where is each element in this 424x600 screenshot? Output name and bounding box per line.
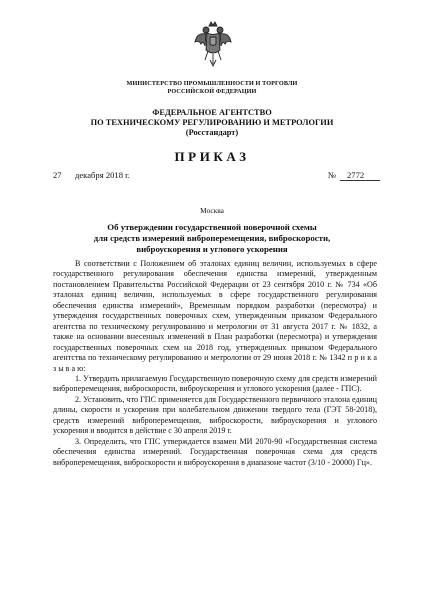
order-number-sign: № [328, 170, 337, 180]
order-number-underline [340, 180, 380, 181]
clause-1-paragraph: 1. Утвердить прилагаемую Государственную поверочную схему для средств измерений виброперемещения, виброскорости, виброускорения и углового ускорения (далее - ГПС). [53, 373, 377, 394]
agency-name-line2: ПО ТЕХНИЧЕСКОМУ РЕГУЛИРОВАНИЮ И МЕТРОЛОГИИ [90, 118, 334, 127]
order-day: 27 [53, 170, 62, 180]
agency-name-line1: ФЕДЕРАЛЬНОЕ АГЕНТСТВО [152, 108, 272, 117]
order-heading-line3: виброускорения и углового ускорения [136, 244, 288, 254]
order-title: ПРИКАЗ [174, 149, 250, 164]
ministry-name-line1: МИНИСТЕРСТВО ПРОМЫШЛЕННОСТИ И ТОРГОВЛИ [126, 80, 298, 87]
order-body [53, 259, 377, 468]
order-month-year: декабря 2018 г. [75, 170, 130, 180]
order-heading-line1: Об утверждении государственной поверочной схемы [107, 222, 317, 232]
clause-2-paragraph: 2. Установить, что ГПС применяется для Государственного первичного эталона единиц длины, скорости и ускорения при колебательном движении твердого тела (ГЭТ 58-2018), средств измерений виброперемещения, виброскорости, виброускорения и углового ускорения и вводится в действие с 30 апреля 2019 г. [53, 394, 377, 436]
preamble-paragraph: В соответствии с Положением об эталонах единиц величин, используемых в сфере государственного регулирования обеспечения единства измерений, утвержденным постановлением Правительства Российской Федерации от 23 сентября 2010 г. № 734 «Об эталонах единиц величин, используемых в сфере государственного регулирования обеспечения единства измерений», Временным порядком разработки (пересмотра) и утверждения государственных поверочных схем, утвержденным приказом Федерального агентства по техническому регулированию и метрологии от 31 августа 2017 г. № 1832, а также на основании внесенных изменений в План разработки (пересмотра) и утверждения государственных поверочных схем на 2018 год, утвержденных приказом Федерального агентства по техническому регулированию и метрологии от 29 июня 2018 г. № 1342 п р и к а з ы в а ю: [53, 259, 377, 373]
order-city: Москва [200, 206, 224, 215]
clause-3-paragraph: 3. Определить, что ГПС утверждается взамен МИ 2070-90 «Государственная система обеспечения единства измерений. Государственная поверочная схема для средств виброперемещения, виброскорости и виброускорения в диапазоне частот (3/10 - 20000) Гц». [53, 436, 377, 467]
russian-coat-of-arms-emblem [193, 20, 233, 68]
ministry-name-line2: РОССИЙСКОЙ ФЕДЕРАЦИИ [167, 88, 257, 95]
agency-short-name: (Росстандарт) [185, 128, 239, 137]
order-heading-line2: для средств измерений виброперемещения, виброскорости, [93, 233, 331, 243]
order-number: 2772 [347, 170, 365, 180]
